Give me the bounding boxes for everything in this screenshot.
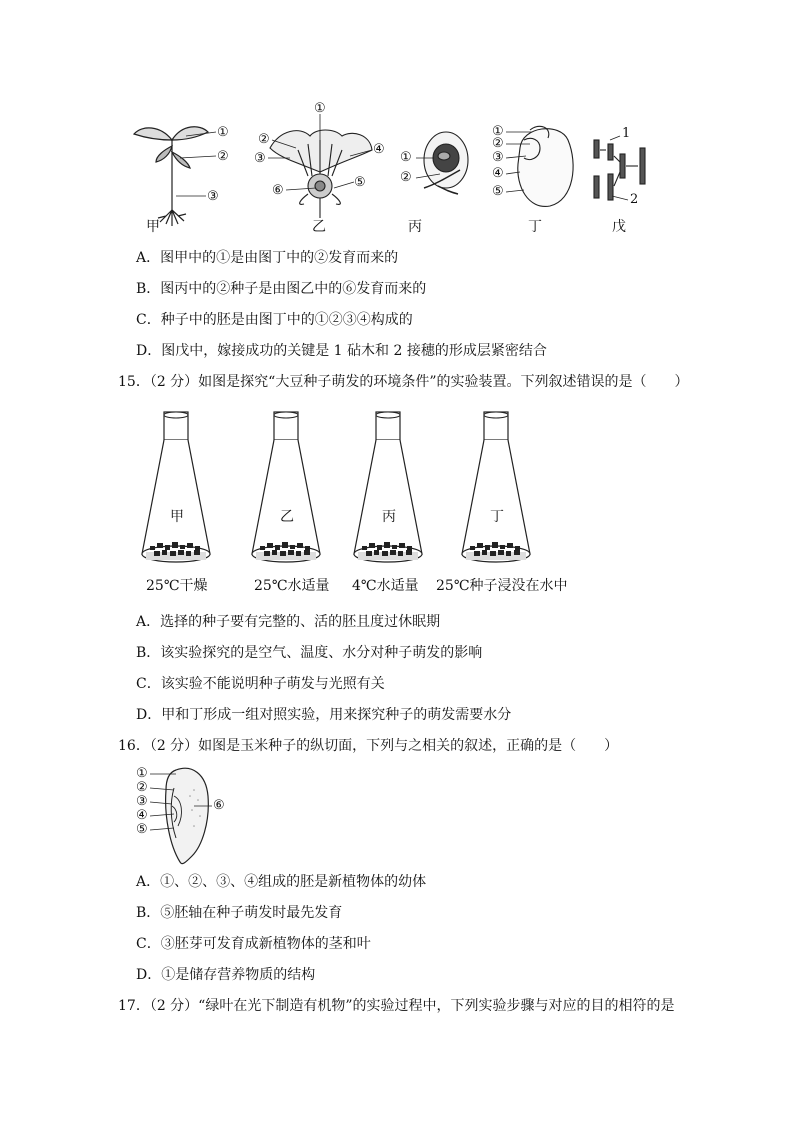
jia-mark-2: ② <box>217 149 229 164</box>
flask-ding-caption: 25℃种子浸没在水中 <box>436 578 568 594</box>
yi-mark-3: ③ <box>254 151 266 166</box>
q15-figure <box>140 408 600 598</box>
fig-label-jia: 甲 <box>146 219 160 235</box>
fruit-bing-drawing <box>416 132 468 194</box>
q16-figure <box>136 766 246 866</box>
seed-ding-drawing <box>506 126 573 206</box>
corn-mark-6: ⑥ <box>213 798 225 813</box>
yi-mark-6: ⑥ <box>272 183 284 198</box>
ding-mark-5: ⑤ <box>492 184 504 199</box>
q17-stem: 17．（2 分）“绿叶在光下制造有机物”的实验过程中，下列实验步骤与对应的目的相符的是 <box>118 998 675 1014</box>
q16-stem: 16．（2 分）如图是玉米种子的纵切面，下列与之相关的叙述，正确的是（ ） <box>118 738 619 754</box>
corn-mark-1: ① <box>136 766 148 781</box>
q14-figure <box>120 100 680 240</box>
q16-option-b: B．⑤胚轴在种子萌发时最先发育 <box>136 905 343 921</box>
bing-mark-2: ② <box>400 170 412 185</box>
graft-wu-drawing <box>594 136 645 200</box>
q15-option-d: D．甲和丁形成一组对照实验，用来探究种子的萌发需要水分 <box>136 707 512 723</box>
ding-mark-2: ② <box>492 136 504 151</box>
corn-mark-3: ③ <box>136 794 148 809</box>
yi-mark-4: ④ <box>373 142 385 157</box>
wu-mark-2: 2 <box>630 192 639 207</box>
wu-mark-1: 1 <box>622 126 631 141</box>
flask-jia-caption: 25℃干燥 <box>146 578 208 594</box>
flask-yi-label: 乙 <box>280 509 294 525</box>
ding-mark-1: ① <box>492 124 504 139</box>
q14-option-a: A．图甲中的①是由图丁中的②发育而来的 <box>136 250 399 266</box>
jia-mark-3: ③ <box>207 189 219 204</box>
q15-option-b: B．该实验探究的是空气、温度、水分对种子萌发的影响 <box>136 645 483 661</box>
flask-yi-caption: 25℃水适量 <box>254 578 330 594</box>
corn-mark-5: ⑤ <box>136 822 148 837</box>
q14-option-b: B．图丙中的②种子是由图乙中的⑥发育而来的 <box>136 281 427 297</box>
q14-option-c: C．种子中的胚是由图丁中的①②③④构成的 <box>136 312 413 328</box>
bing-mark-1: ① <box>400 150 412 165</box>
yi-mark-5: ⑤ <box>354 175 366 190</box>
flask-bing-caption: 4℃水适量 <box>352 578 419 594</box>
corn-mark-2: ② <box>136 780 148 795</box>
fig-label-ding: 丁 <box>528 219 542 235</box>
fig-label-wu: 戊 <box>612 219 626 235</box>
yi-mark-2: ② <box>258 132 270 147</box>
q16-option-d: D．①是储存营养物质的结构 <box>136 967 316 983</box>
flower-yi-drawing <box>268 114 372 218</box>
fig-label-yi: 乙 <box>312 219 326 235</box>
flask-ding-label: 丁 <box>490 509 504 525</box>
corn-seed-drawing <box>136 766 246 866</box>
q15-option-c: C．该实验不能说明种子萌发与光照有关 <box>136 676 385 692</box>
fig-label-bing: 丙 <box>408 219 422 235</box>
plant-jia-drawing <box>134 127 216 226</box>
jia-mark-1: ① <box>217 125 229 140</box>
ding-mark-3: ③ <box>492 150 504 165</box>
ding-mark-4: ④ <box>492 166 504 181</box>
flask-bing-label: 丙 <box>382 509 396 525</box>
flask-jia-label: 甲 <box>170 509 184 525</box>
q15-flasks-drawing <box>140 408 600 568</box>
q16-option-a: A．①、②、③、④组成的胚是新植物体的幼体 <box>136 874 427 890</box>
q16-option-c: C．③胚芽可发育成新植物体的茎和叶 <box>136 936 371 952</box>
yi-mark-1: ① <box>314 101 326 116</box>
corn-mark-4: ④ <box>136 808 148 823</box>
q15-option-a: A．选择的种子要有完整的、活的胚且度过休眠期 <box>136 614 441 630</box>
q14-option-d: D．图戊中，嫁接成功的关键是 1 砧木和 2 接穗的形成层紧密结合 <box>136 343 547 359</box>
q15-stem: 15．（2 分）如图是探究“大豆种子萌发的环境条件”的实验装置。下列叙述错误的是（ ） <box>118 374 689 390</box>
